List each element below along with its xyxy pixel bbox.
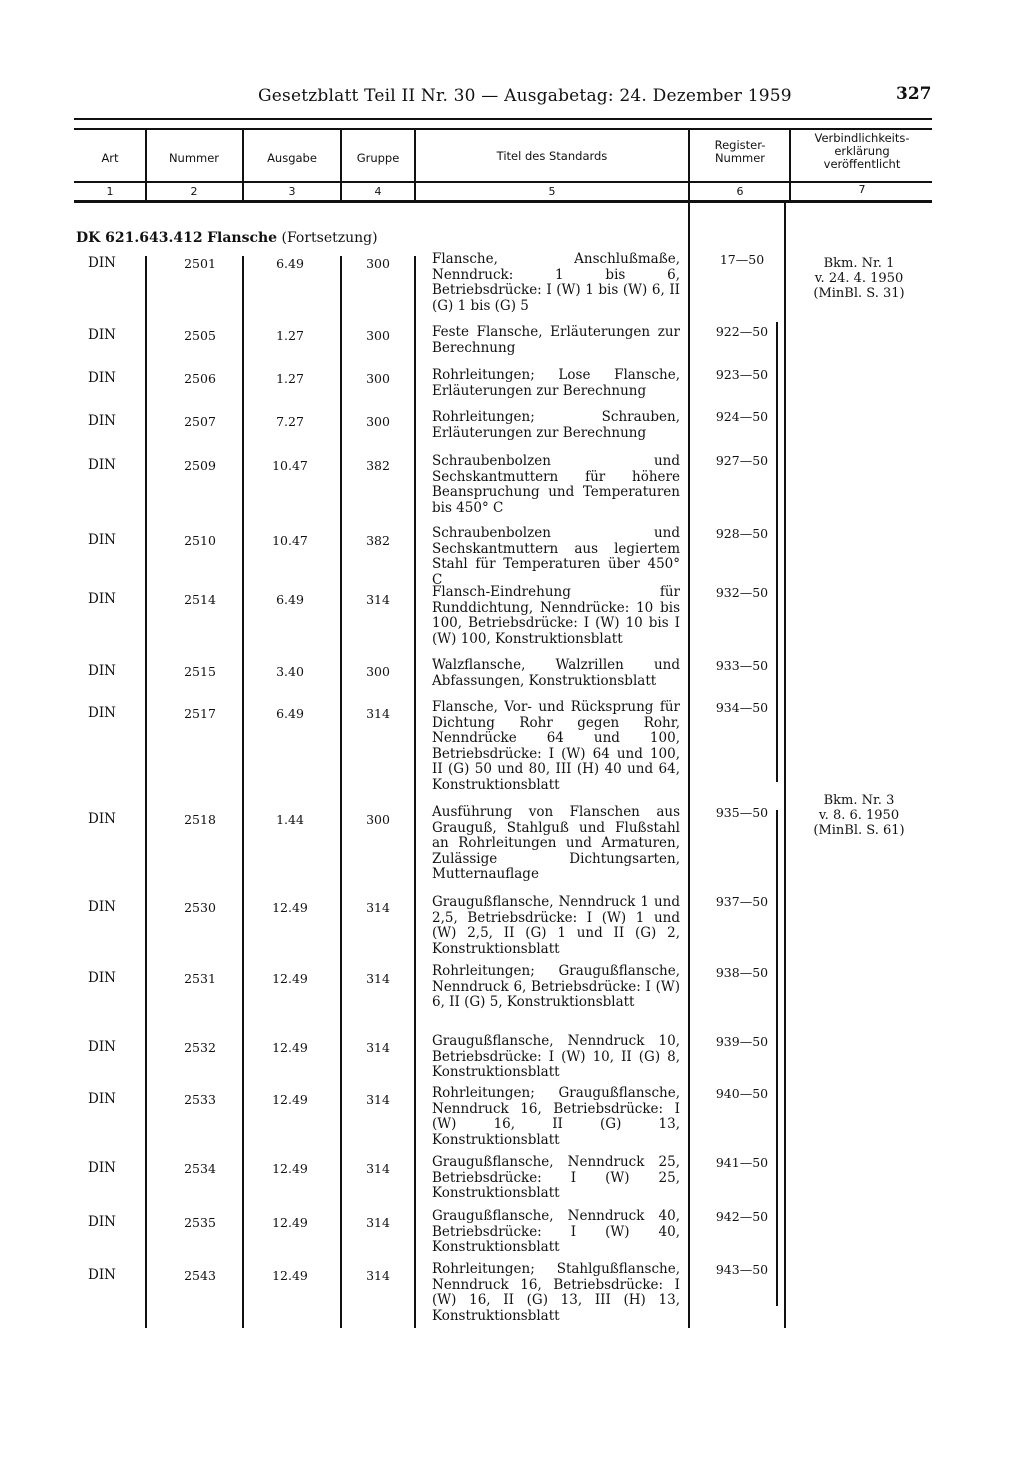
cell-titel: Graugußflansche, Nenndruck 1 und 2,5, Betriebsdrücke: I (W) 1 und (W) 2,5, II (G) 1 und II (G) 2, Konstruktionsblatt xyxy=(432,894,680,957)
cell-ausgabe: 12.49 xyxy=(272,1215,308,1230)
page-header-title: Gesetzblatt Teil II Nr. 30 — Ausgabetag: 24. Dezember 1959 xyxy=(258,86,792,106)
cell-nummer: 2532 xyxy=(184,1040,216,1055)
cell-titel: Graugußflansche, Nenndruck 40, Betriebsdrücke: I (W) 40, Konstruktionsblatt xyxy=(432,1208,680,1255)
cell-art: DIN xyxy=(88,663,116,679)
cell-titel: Schraubenbolzen und Sechskantmuttern für höhere Beanspruchung und Temperaturen bis 450° C xyxy=(432,453,680,516)
cell-ausgabe: 6.49 xyxy=(276,592,304,607)
cell-gruppe: 314 xyxy=(366,971,390,986)
section-heading xyxy=(76,230,378,246)
cell-gruppe: 300 xyxy=(366,328,390,343)
col-header-ausgabe: Ausgabe xyxy=(267,151,317,165)
cell-art: DIN xyxy=(88,327,116,343)
cell-ausgabe: 12.49 xyxy=(272,1268,308,1283)
cell-ausgabe: 3.40 xyxy=(276,664,304,679)
cell-register: 939—50 xyxy=(715,1034,769,1049)
cell-ausgabe: 12.49 xyxy=(272,1040,308,1055)
cell-nummer: 2509 xyxy=(184,458,216,473)
cell-gruppe: 382 xyxy=(366,533,390,548)
cell-ausgabe: 1.27 xyxy=(276,328,304,343)
header-divider xyxy=(688,129,690,202)
col-number-1: 1 xyxy=(106,185,114,198)
cell-art: DIN xyxy=(88,970,116,986)
cell-register: 938—50 xyxy=(715,965,769,980)
col-header-register: Register- Nummer xyxy=(714,138,766,165)
cell-titel: Schraubenbolzen und Sechskantmuttern aus legiertem Stahl für Temperaturen über 450° C xyxy=(432,525,680,588)
cell-ausgabe: 10.47 xyxy=(272,533,308,548)
cell-nummer: 2535 xyxy=(184,1215,216,1230)
cell-art: DIN xyxy=(88,705,116,721)
cell-gruppe: 314 xyxy=(366,1092,390,1107)
cell-titel: Flansche, Vor- und Rücksprung für Dichtung Rohr gegen Rohr, Nenndrücke 64 und 100, Betriebsdrücke: I (W) 64 und 100, II (G) 50 und 80, III (H) 40 und 64, Konstruktionsblatt xyxy=(432,699,680,793)
cell-ausgabe: 1.27 xyxy=(276,371,304,386)
cell-register: 17—50 xyxy=(719,252,765,267)
cell-nummer: 2517 xyxy=(184,706,216,721)
cell-titel: Rohrleitungen; Graugußflansche, Nenndruck 6, Betriebsdrücke: I (W) 6, II (G) 5, Konstruktionsblatt xyxy=(432,963,680,1010)
header-divider xyxy=(789,129,791,202)
cell-verbindlich: Bkm. Nr. 1 v. 24. 4. 1950 (MinBl. S. 31) xyxy=(813,256,905,301)
cell-gruppe: 300 xyxy=(366,812,390,827)
cell-nummer: 2530 xyxy=(184,900,216,915)
cell-register: 942—50 xyxy=(715,1209,769,1224)
cell-titel: Feste Flansche, Erläuterungen zur Berechnung xyxy=(432,324,680,356)
cell-titel: Graugußflansche, Nenndruck 10, Betriebsdrücke: I (W) 10, II (G) 8, Konstruktionsblatt xyxy=(432,1033,680,1080)
cell-titel: Graugußflansche, Nenndruck 25, Betriebsdrücke: I (W) 25, Konstruktionsblatt xyxy=(432,1154,680,1201)
cell-gruppe: 314 xyxy=(366,1040,390,1055)
cell-gruppe: 300 xyxy=(366,256,390,271)
cell-register: 937—50 xyxy=(715,894,769,909)
header-divider xyxy=(414,129,416,202)
col-number-7: 7 xyxy=(858,183,866,196)
cell-nummer: 2531 xyxy=(184,971,216,986)
cell-art: DIN xyxy=(88,591,116,607)
cell-gruppe: 300 xyxy=(366,664,390,679)
col-header-verbindlich: Verbindlichkeits- erklärung veröffentlicht xyxy=(814,131,910,171)
cell-nummer: 2518 xyxy=(184,812,216,827)
col-header-gruppe: Gruppe xyxy=(356,151,400,165)
col-header-art: Art xyxy=(101,151,119,165)
cell-register: 923—50 xyxy=(715,367,769,382)
cell-art: DIN xyxy=(88,255,116,271)
col-header-nummer: Nummer xyxy=(168,151,220,165)
cell-register: 935—50 xyxy=(715,805,769,820)
cell-art: DIN xyxy=(88,1214,116,1230)
cell-nummer: 2543 xyxy=(184,1268,216,1283)
header-divider xyxy=(145,129,147,202)
cell-art: DIN xyxy=(88,1091,116,1107)
cell-art: DIN xyxy=(88,370,116,386)
cell-art: DIN xyxy=(88,1160,116,1176)
cell-art: DIN xyxy=(88,413,116,429)
section-code: DK 621.643.412 xyxy=(76,230,203,246)
cell-nummer: 2533 xyxy=(184,1092,216,1107)
cell-titel: Flansche, Anschlußmaße, Nenndruck: 1 bis 6, Betriebsdrücke: I (W) 1 bis (W) 6, II (G) 1 bis (G) 5 xyxy=(432,251,680,314)
cell-gruppe: 314 xyxy=(366,706,390,721)
body-divider xyxy=(145,256,147,1328)
cell-gruppe: 314 xyxy=(366,1161,390,1176)
cell-titel: Rohrleitungen; Schrauben, Erläuterungen zur Berechnung xyxy=(432,409,680,441)
cell-gruppe: 314 xyxy=(366,1215,390,1230)
cell-art: DIN xyxy=(88,532,116,548)
cell-nummer: 2534 xyxy=(184,1161,216,1176)
cell-register: 940—50 xyxy=(715,1086,769,1101)
header-divider xyxy=(340,129,342,202)
cell-register: 933—50 xyxy=(715,658,769,673)
col-number-2: 2 xyxy=(190,185,198,198)
cell-titel: Walzflansche, Walzrillen und Abfassungen, Konstruktionsblatt xyxy=(432,657,680,689)
body-divider xyxy=(414,256,416,1328)
cell-ausgabe: 12.49 xyxy=(272,900,308,915)
cell-nummer: 2515 xyxy=(184,664,216,679)
cell-gruppe: 382 xyxy=(366,458,390,473)
section-name: Flansche xyxy=(207,230,278,246)
page-number: 327 xyxy=(896,84,932,104)
cell-register: 924—50 xyxy=(715,409,769,424)
cell-nummer: 2510 xyxy=(184,533,216,548)
cell-gruppe: 314 xyxy=(366,1268,390,1283)
cell-art: DIN xyxy=(88,1039,116,1055)
col-number-6: 6 xyxy=(736,185,744,198)
cell-ausgabe: 1.44 xyxy=(276,812,304,827)
cell-titel: Rohrleitungen; Graugußflansche, Nenndruck 16, Betriebsdrücke: I (W) 16, II (G) 13, Konstruktionsblatt xyxy=(432,1085,680,1148)
header-rule-bottom xyxy=(74,200,932,203)
header-rule-top xyxy=(74,118,932,120)
cell-ausgabe: 7.27 xyxy=(276,414,304,429)
cell-titel: Rohrleitungen; Lose Flansche, Erläuterungen zur Berechnung xyxy=(432,367,680,399)
cell-ausgabe: 12.49 xyxy=(272,971,308,986)
body-divider xyxy=(340,256,342,1328)
cell-art: DIN xyxy=(88,811,116,827)
cell-art: DIN xyxy=(88,899,116,915)
cell-gruppe: 314 xyxy=(366,900,390,915)
cell-nummer: 2505 xyxy=(184,328,216,343)
body-divider xyxy=(242,256,244,1328)
cell-titel: Ausführung von Flanschen aus Grauguß, Stahlguß und Flußstahl an Rohrleitungen und Armaturen, Zulässige Dichtungsarten, Mutternauflage xyxy=(432,804,680,882)
cell-register: 941—50 xyxy=(715,1155,769,1170)
cell-register: 928—50 xyxy=(715,526,769,541)
col-number-5: 5 xyxy=(548,185,556,198)
cell-art: DIN xyxy=(88,457,116,473)
col-header-titel: Titel des Standards xyxy=(496,149,608,163)
cell-ausgabe: 6.49 xyxy=(276,706,304,721)
body-divider xyxy=(784,202,786,1328)
cell-ausgabe: 10.47 xyxy=(272,458,308,473)
cell-nummer: 2507 xyxy=(184,414,216,429)
cell-register: 922—50 xyxy=(715,324,769,339)
cell-gruppe: 314 xyxy=(366,592,390,607)
cell-verbindlich: Bkm. Nr. 3 v. 8. 6. 1950 (MinBl. S. 61) xyxy=(813,793,905,838)
cell-art: DIN xyxy=(88,1267,116,1283)
cell-ausgabe: 12.49 xyxy=(272,1161,308,1176)
cell-register: 932—50 xyxy=(715,585,769,600)
cell-titel: Rohrleitungen; Stahlgußflansche, Nenndruck 16, Betriebsdrücke: I (W) 16, II (G) 13, III (H) 13, Konstruktionsblatt xyxy=(432,1261,680,1324)
section-suffix: (Fortsetzung) xyxy=(281,230,378,246)
cell-gruppe: 300 xyxy=(366,371,390,386)
cell-register: 927—50 xyxy=(715,453,769,468)
header-divider xyxy=(242,129,244,202)
cell-nummer: 2514 xyxy=(184,592,216,607)
col-number-3: 3 xyxy=(288,185,296,198)
cell-register: 934—50 xyxy=(715,700,769,715)
col-number-4: 4 xyxy=(374,185,382,198)
register-brace xyxy=(776,810,778,1306)
cell-nummer: 2501 xyxy=(184,256,216,271)
header-rule-sub xyxy=(74,128,932,130)
cell-ausgabe: 6.49 xyxy=(276,256,304,271)
cell-register: 943—50 xyxy=(715,1262,769,1277)
body-divider xyxy=(688,202,690,1328)
cell-nummer: 2506 xyxy=(184,371,216,386)
cell-gruppe: 300 xyxy=(366,414,390,429)
cell-titel: Flansch-Eindrehung für Runddichtung, Nenndrücke: 10 bis 100, Betriebsdrücke: I (W) 10 bis I (W) 100, Konstruktionsblatt xyxy=(432,584,680,647)
cell-ausgabe: 12.49 xyxy=(272,1092,308,1107)
